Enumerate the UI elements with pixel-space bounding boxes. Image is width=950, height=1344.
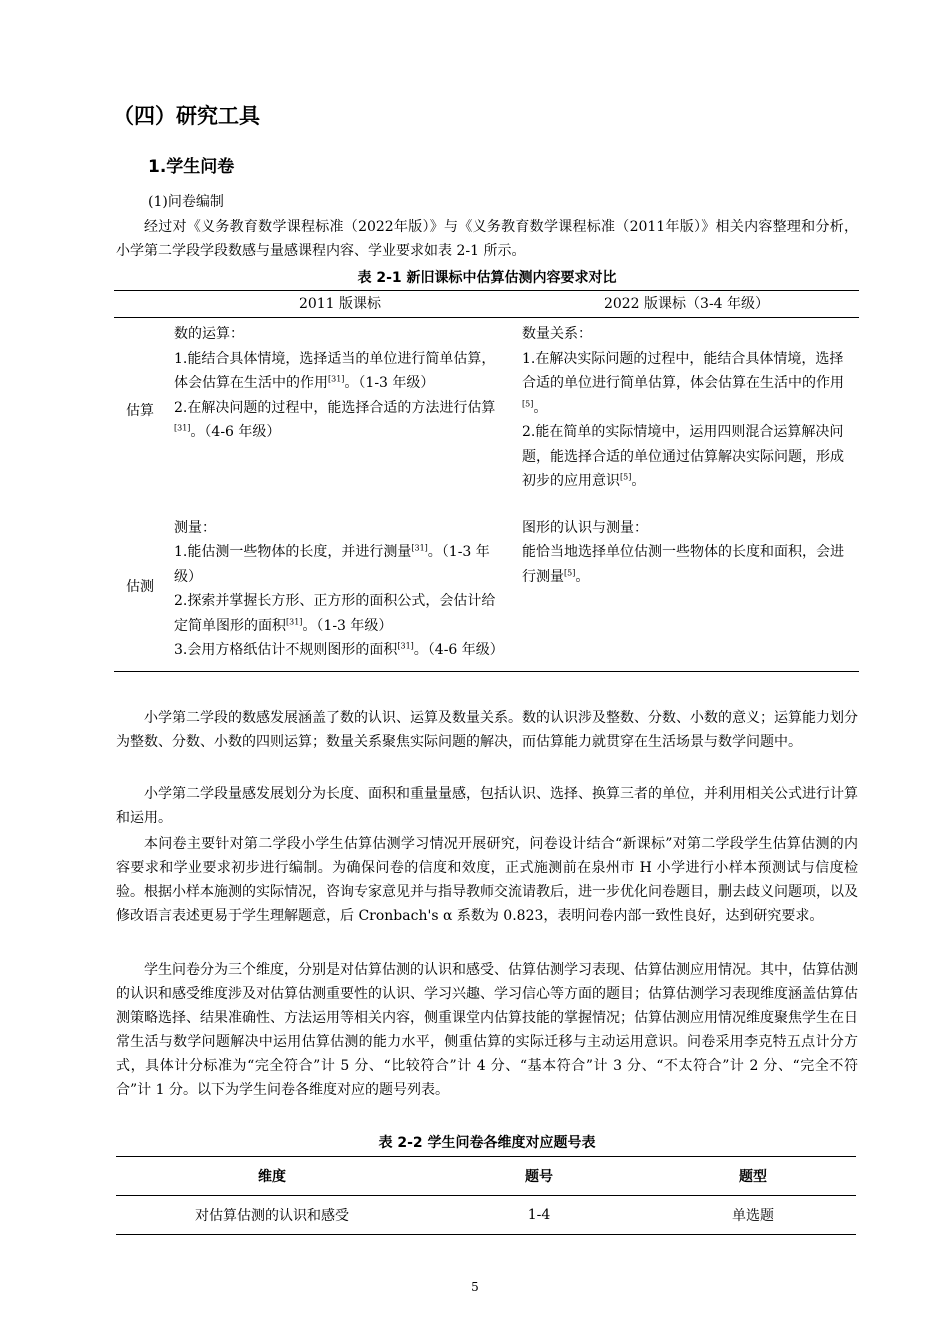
row-label-measurement: 估测 (114, 502, 166, 672)
cell-heading: 图形的认识与测量： (522, 519, 648, 536)
citation-ref: [5] (564, 567, 576, 577)
table2-cell: 对估算估测的认识和感受 (116, 1196, 428, 1235)
cell-heading: 数的运算： (174, 326, 244, 342)
citation-ref: [5] (522, 398, 534, 408)
cell-item: 能恰当地选择单位估测一些物体的长度和面积，会进行测量[5]。 (522, 544, 844, 585)
table2-caption: 表 2-2 学生问卷各维度对应题号表 (378, 1135, 596, 1151)
cell-item: 2.在解决问题的过程中，能选择合适的方法进行估算[31]。（4-6 年级） (174, 399, 496, 440)
table2-header-dimension: 维度 (116, 1157, 428, 1196)
body-paragraph-3: 本问卷主要针对第二学段小学生估算估测学习情况开展研究，问卷设计结合“新课标”对第二学段学生估算估测的内容要求和学业要求初步进行编制。为确保问卷的信度和效度，正式施测前在泉州市 H 小学进行小样本预测试与信度检验。根据小样本施测的实际情况，咨询专家意见并与指导教师交流请教后，进一步优化问卷题目，删去歧义问题项，以及修改语言表述更易于学生理解题意，后 Cronbach's α 系数为 0.823，表明问卷内部一致性良好，达到研究要求。 (116, 836, 858, 924)
table1-caption: 表 2-1 新旧课标中估算估测内容要求对比 (357, 270, 617, 286)
body-paragraph-4: 学生问卷分为三个维度，分别是对估算估测的认识和感受、估算估测学习表现、估算估测应用情况。其中，估算估测的认识和感受维度涉及对估算估测重要性的认识、学习兴趣、学习信心等方面的题目；估算估测学习表现维度涵盖估算估测策略选择、结果准确性、方法运用等相关内容，侧重课堂内估算技能的掌握情况；估算估测应用情况维度聚焦学生在日常生活与数学问题解决中运用估算估测的能力水平，侧重估算的实际迁移与主动运用意识。问卷采用李克特五点计分方式，具体计分标准为“完全符合”计 5 分、“比较符合”计 4 分、“基本符合”计 3 分、“不太符合”计 2 分、“完全不符合”计 1 分。以下为学生问卷各维度对应的题号列表。 (116, 962, 858, 1098)
table-row (116, 1196, 856, 1235)
section-title: （四）研究工具 (113, 104, 260, 128)
citation-ref: [31] (411, 543, 428, 553)
citation-ref: [31] (397, 641, 414, 651)
cell-2022-measurement (514, 502, 859, 672)
table2-cell: 1-4 (428, 1196, 650, 1235)
table1-header-2011: 2011 版课标 (166, 291, 514, 318)
page-number: 5 (471, 1280, 479, 1294)
body-paragraph-2: 小学第二学段量感发展划分为长度、面积和重量量感，包括认识、选择、换算三者的单位，并利用相关公式进行计算和运用。 (116, 786, 858, 826)
citation-ref: [31] (174, 423, 191, 433)
table2-header-item-number: 题号 (428, 1157, 650, 1196)
table1-header-2022: 2022 版课标（3-4 年级） (514, 291, 859, 318)
table1-row-estimation (114, 318, 859, 502)
cell-item: 2.探索并掌握长方形、正方形的面积公式，会估计给定简单图形的面积[31]。（1-3 年级） (174, 593, 496, 634)
table1-row-measurement (114, 502, 859, 672)
cell-item: 1.能结合具体情境，选择适当的单位进行简单估算，体会估算在生活中的作用[31]。（1-3 年级） (174, 350, 496, 391)
cell-heading: 数量关系： (522, 326, 592, 342)
table1-blank-header (114, 291, 166, 318)
cell-2022-estimation (514, 318, 859, 502)
cell-item: 1.在解决实际问题的过程中，能结合具体情境，选择合适的单位进行简单估算，体会估算在生活中的作用[5]。 (522, 350, 844, 416)
dimension-item-table (116, 1156, 856, 1235)
standards-comparison-table (114, 290, 859, 672)
citation-ref: [31] (286, 616, 303, 626)
subsection-title: 1.学生问卷 (148, 157, 235, 177)
cell-item: 2.能在简单的实际情境中，运用四则混合运算解决问题，能选择合适的单位通过估算解决实际问题，形成初步的应用意识[5]。 (522, 424, 844, 489)
cell-item: 1.能估测一些物体的长度，并进行测量[31]。（1-3 年级） (174, 543, 490, 585)
body-paragraph-1: 小学第二学段的数感发展涵盖了数的认识、运算及数量关系。数的认识涉及整数、分数、小数的意义；运算能力划分为整数、分数、小数的四则运算；数量关系聚焦实际问题的解决，而估算能力就贯穿在生活场景与数学问题中。 (116, 710, 858, 750)
intro-paragraph: 经过对《义务教育数学课程标准（2022年版）》与《义务教育数学课程标准（2011年版）》相关内容整理和分析，小学第二学段学段数感与量感课程内容、学业要求如表 2-1 所示。 (116, 219, 858, 259)
citation-ref: [5] (620, 472, 632, 482)
row-label-estimation: 估算 (126, 402, 154, 419)
citation-ref: [31] (328, 374, 345, 384)
cell-item: 3.会用方格纸估计不规则图形的面积[31]。（4-6 年级） (174, 641, 504, 658)
cell-heading: 测量： (174, 519, 216, 536)
table2-header-item-type: 题型 (650, 1157, 856, 1196)
subsubsection-title: (1)问卷编制 (148, 194, 224, 210)
table2-cell: 单选题 (650, 1196, 856, 1235)
cell-2011-estimation (166, 318, 514, 502)
cell-2011-measurement (166, 502, 514, 672)
